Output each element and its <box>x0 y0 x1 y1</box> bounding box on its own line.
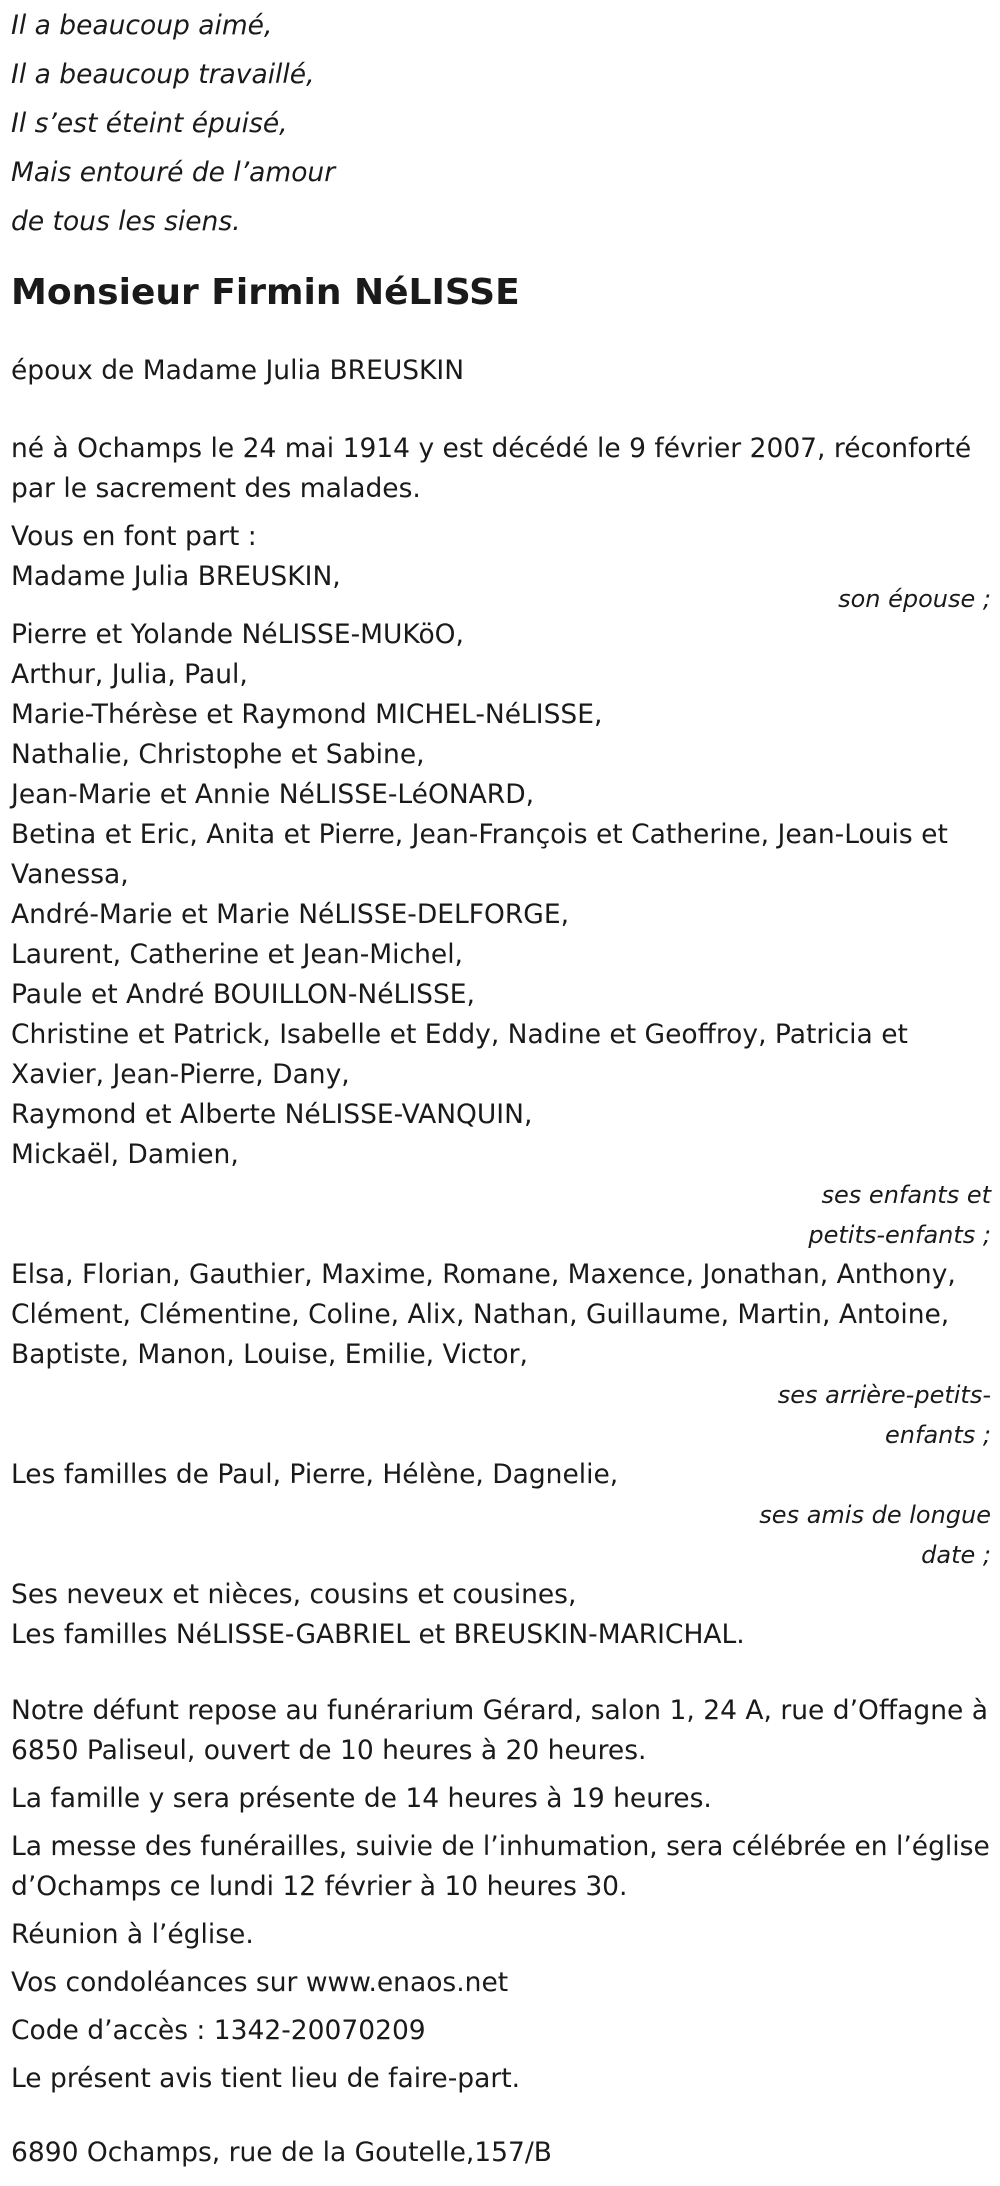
children-role: petits-enfants ; <box>808 1221 991 1249</box>
poem-line: Il a beaucoup aimé, <box>11 10 273 41</box>
family-line: Ses neveux et nièces, cousins et cousines, <box>11 1579 577 1610</box>
family-line: Baptiste, Manon, Louise, Emilie, Victor, <box>11 1339 528 1370</box>
friends-role: date ; <box>921 1541 991 1569</box>
great-grandchildren-list <box>11 1255 991 1455</box>
family-line: Paule et André BOUILLON-NéLISSE, <box>11 979 475 1010</box>
friends-block <box>11 1455 991 1575</box>
repose-block <box>11 1691 991 1771</box>
family-line: Laurent, Catherine et Jean-Michel, <box>11 939 463 970</box>
family-line: Raymond et Alberte NéLISSE-VANQUIN, <box>11 1099 533 1130</box>
poem-line: Il a beaucoup travaillé, <box>11 59 315 90</box>
birth-death-line: né à Ochamps le 24 mai 1914 y est décédé le 9 février 2007, réconforté <box>11 433 972 464</box>
notice-line: Le présent avis tient lieu de faire-part. <box>11 2063 521 2094</box>
family-line: Marie-Thérèse et Raymond MICHEL-NéLISSE, <box>11 699 603 730</box>
family-line: Arthur, Julia, Paul, <box>11 659 248 690</box>
reunion-line: Réunion à l’église. <box>11 1919 254 1950</box>
children-role: ses enfants et <box>821 1181 991 1209</box>
friends-line: Les familles de Paul, Pierre, Hélène, Dagnelie, <box>11 1459 619 1490</box>
family-line: Betina et Eric, Anita et Pierre, Jean-François et Catherine, Jean-Louis et <box>11 819 948 850</box>
condolences-line: Vos condoléances sur www.enaos.net <box>11 1967 509 1998</box>
poem-line: de tous les siens. <box>11 206 241 237</box>
family-line: Les familles NéLISSE-GABRIEL et BREUSKIN-MARICHAL. <box>11 1619 745 1650</box>
announcement <box>11 517 991 619</box>
spouse-line: époux de Madame Julia BREUSKIN <box>11 355 465 386</box>
birth-death-line: par le sacrement des malades. <box>11 473 421 504</box>
family-line: Jean-Marie et Annie NéLISSE-LéONARD, <box>11 779 535 810</box>
family-line: Nathalie, Christophe et Sabine, <box>11 739 425 770</box>
family-line: Clément, Clémentine, Coline, Alix, Nathan, Guillaume, Martin, Antoine, <box>11 1299 950 1330</box>
wife-line: Madame Julia BREUSKIN, <box>11 561 341 592</box>
great-grandchildren-role: ses arrière-petits- <box>777 1381 991 1409</box>
mass-block <box>11 1827 991 1907</box>
obituary-content <box>11 6 991 2173</box>
children-list <box>11 615 991 1255</box>
others-block <box>11 1575 991 1655</box>
family-line: Xavier, Jean-Pierre, Dany, <box>11 1059 350 1090</box>
repose-line: Notre défunt repose au funérarium Gérard, salon 1, 24 A, rue d’Offagne à <box>11 1695 988 1726</box>
birth-death <box>11 429 991 509</box>
access-code-line: Code d’accès : 1342-20070209 <box>11 2015 426 2046</box>
family-line: Vanessa, <box>11 859 129 890</box>
friends-role: ses amis de longue <box>759 1501 991 1529</box>
repose-line: 6850 Paliseul, ouvert de 10 heures à 20 heures. <box>11 1735 647 1766</box>
address-line: 6890 Ochamps, rue de la Goutelle,157/B <box>11 2137 552 2168</box>
family-line: Christine et Patrick, Isabelle et Eddy, Nadine et Geoffroy, Patricia et <box>11 1019 908 1050</box>
family-line: Elsa, Florian, Gauthier, Maxime, Romane, Maxence, Jonathan, Anthony, <box>11 1259 956 1290</box>
poem-line: Il s’est éteint épuisé, <box>11 108 288 139</box>
family-line: Pierre et Yolande NéLISSE-MUKöO, <box>11 619 464 650</box>
deceased-name: Monsieur Firmin NéLISSE <box>11 272 520 313</box>
poem-line: Mais entouré de l’amour <box>11 157 336 188</box>
wife-role: son épouse ; <box>838 585 991 613</box>
family-line: Mickaël, Damien, <box>11 1139 239 1170</box>
announce-line: Vous en font part : <box>11 521 257 552</box>
mass-line: d’Ochamps ce lundi 12 février à 10 heures 30. <box>11 1871 628 1902</box>
poem <box>11 6 991 251</box>
great-grandchildren-role: enfants ; <box>885 1421 991 1449</box>
family-line: André-Marie et Marie NéLISSE-DELFORGE, <box>11 899 570 930</box>
mass-line: La messe des funérailles, suivie de l’inhumation, sera célébrée en l’église <box>11 1831 990 1862</box>
presence-line: La famille y sera présente de 14 heures à 19 heures. <box>11 1783 712 1814</box>
